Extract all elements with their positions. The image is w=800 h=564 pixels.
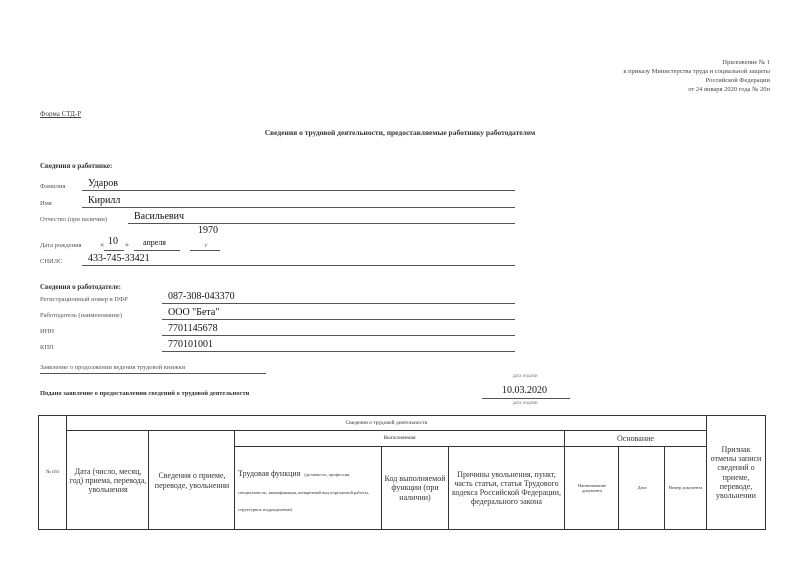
kpp-label: КПП <box>40 344 54 351</box>
col-date-header: Дата (число, месяц, год) приема, перевода, увольнения <box>69 466 147 495</box>
reg-value: 087-308-043370 <box>168 291 235 302</box>
submission-label: Подано заявление о предоставлении сведений о трудовой деятельности <box>40 390 250 397</box>
approval-line-1: Приложение № 1 <box>722 59 770 66</box>
date-caption-bottom: дата подачи <box>512 401 538 406</box>
snils-value: 433-745-33421 <box>88 253 150 264</box>
form-code: Форма СТД-Р <box>40 110 82 118</box>
approval-line-4: от 24 января 2020 года № 20н <box>688 86 770 93</box>
basis-header: Основание <box>617 433 654 443</box>
group-header: Сведения о трудовой деятельности <box>345 419 428 426</box>
approval-line-2: к приказу Министерства труда и социальной защиты <box>623 68 770 75</box>
col-function-title: Трудовая функция <box>238 469 301 478</box>
inn-row <box>40 324 515 336</box>
patronymic-value: Васильевич <box>134 211 184 222</box>
paper-book-label: Заявление о продолжении ведения трудовой книжки <box>40 364 186 371</box>
approval-block <box>555 58 770 94</box>
name-label: Имя <box>40 200 52 207</box>
inn-value: 7701145678 <box>168 323 218 334</box>
page-title: Сведения о трудовой деятельности, предоставляемые работнику работодателем <box>264 128 536 137</box>
col-cancel-header: Признак отмены записи сведений о приеме, переводе, увольнении <box>710 444 762 500</box>
date-caption-top: дата подачи <box>512 374 538 379</box>
col-function-note: (должность, профессия, специальность, квалификация, конкретный вид поручаемой работы, структурное подразделение) <box>238 472 369 513</box>
col-reason-header: Причины увольнения, пункт, часть статьи, статья Трудового кодекса Российской Федерации, федерального закона <box>452 469 561 507</box>
name-value: Кирилл <box>88 195 121 206</box>
col-function-header <box>238 463 378 516</box>
surname-row <box>40 179 515 191</box>
approval-line-3: Российской Федерации <box>705 77 770 84</box>
org-label: Работодатель (наименование) <box>40 312 122 319</box>
birth-label: Дата рождения <box>40 242 82 249</box>
name-row <box>40 196 515 208</box>
birth-year: 1970 <box>198 225 218 236</box>
patronymic-label: Отчество (при наличии) <box>40 216 108 223</box>
kpp-row <box>40 340 515 352</box>
col-doc-number-header: Номер документа <box>668 485 703 491</box>
col-code-header: Код выполняемой функции (при наличии) <box>384 474 446 502</box>
org-value: ООО "Бета" <box>168 307 220 318</box>
col-doc-date-header: Дата <box>637 485 647 491</box>
snils-row <box>40 254 515 266</box>
employee-heading: Сведения о работнике: <box>40 162 113 170</box>
activity-table <box>38 415 766 530</box>
snils-label: СНИЛС <box>40 258 63 265</box>
col-num-header: № п/п <box>46 469 59 475</box>
document-page: Приложение № 1 к приказу Министерства труда и социальной защиты Российской Федерации от 24 января 2020 года № 20н Форма СТД-Р Сведения о трудовой деятельности, предоставляемые работнику работодателем Сведения о работнике: Фамилия Ударов Имя Кирилл Отчество (при наличии) Васильевич Дата рождения « 10 » апреля 1970 г СНИЛС 433-745-33421 Сведения о работодателе: Регистрационный номер в ПФР 087-308-043370 Работодатель (наименование) ООО "Бета" ИНН 7701145678 КПП 770101001 Заявление о продолжении ведения трудовой книжки дата подачи Подано заявление о предоставлении сведений о трудовой деятельности 10.03.2020 дата подачи № п/п Сведения о трудовой деятельности Дата (число, месяц, год) приема, перевода, увольнения Сведения о приеме, переводе, увольнении Выполняемая Трудовая функция (должность, профессия, специальность, квалификация, конкретный вид поручаемой работы, структурное подразделение) Код выполняемой функции (при наличии) Причины увольнения, пункт, часть статьи, статья Трудового кодекса Российской Федерации, федерального закона Основание Наименование документа Дата Номер документа Признак отмены записи сведений о приеме, переводе, увольнении <box>0 0 800 564</box>
patronymic-row <box>40 212 515 224</box>
surname-label: Фамилия <box>40 183 66 190</box>
submission-date: 10.03.2020 <box>502 385 547 396</box>
performed-header: Выполняемая <box>383 435 416 442</box>
inn-label: ИНН <box>40 328 55 335</box>
birth-month: апреля <box>143 238 166 247</box>
kpp-value: 770101001 <box>168 339 213 350</box>
reg-label: Регистрационный номер в ПФР <box>40 296 128 303</box>
reg-row <box>40 292 515 304</box>
birth-day: 10 <box>108 236 118 247</box>
birth-year-suffix: г <box>205 242 208 249</box>
col-doc-name-header: Наименование документа <box>577 482 607 493</box>
col-event-header: Сведения о приеме, переводе, увольнении <box>154 471 230 490</box>
org-row <box>40 308 515 320</box>
surname-value: Ударов <box>88 178 118 189</box>
employer-heading: Сведения о работодателе: <box>40 283 121 291</box>
